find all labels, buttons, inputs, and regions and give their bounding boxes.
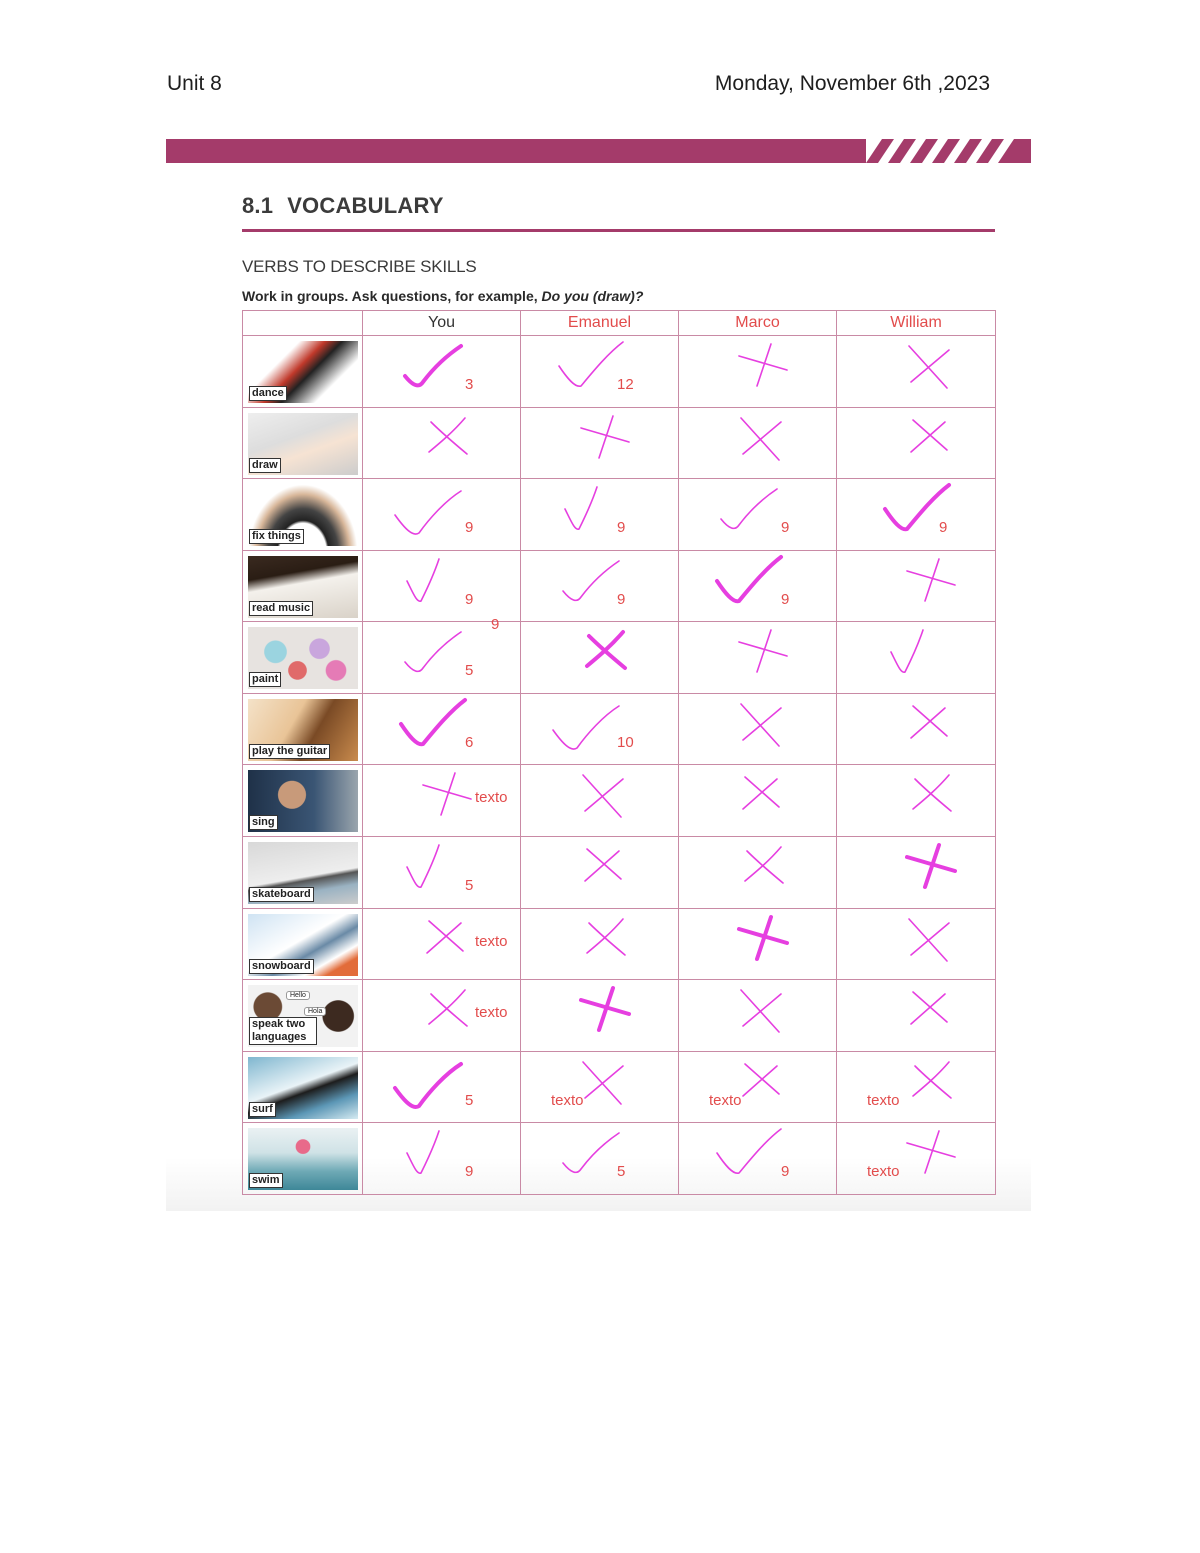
speech-bubble: Hola <box>304 1007 326 1016</box>
answer-note: texto <box>475 1004 508 1022</box>
skill-label: draw <box>249 458 281 473</box>
section-number: 8.1 <box>242 193 274 218</box>
answer-cell <box>837 622 996 694</box>
cross-mark-icon <box>679 336 835 406</box>
answer-cell <box>521 1051 679 1123</box>
section-title <box>242 193 444 219</box>
title-rule <box>242 229 995 232</box>
skill-label: surf <box>249 1102 276 1117</box>
answer-cell <box>679 479 837 551</box>
cross-mark-icon <box>837 408 993 478</box>
table-row <box>243 765 996 837</box>
instruction <box>242 288 643 304</box>
cross-mark-icon <box>679 765 835 835</box>
answer-cell <box>679 908 837 980</box>
answer-cell <box>837 693 996 765</box>
answer-cell <box>363 765 521 837</box>
col-marco: Marco <box>679 311 837 336</box>
check-mark-icon <box>679 479 835 549</box>
answer-cell <box>363 693 521 765</box>
table-row <box>243 336 996 408</box>
answer-cell <box>679 622 837 694</box>
answer-cell <box>679 837 837 909</box>
skills-table <box>242 310 996 1195</box>
skill-photo <box>248 1057 358 1119</box>
col-you: You <box>363 311 521 336</box>
skill-label: swim <box>249 1173 283 1188</box>
answer-note: texto <box>551 1091 584 1109</box>
answer-cell <box>679 980 837 1052</box>
table-row <box>243 550 996 622</box>
skill-cell <box>243 837 363 909</box>
check-mark-icon <box>521 694 677 764</box>
cross-mark-icon <box>837 980 993 1050</box>
answer-cell <box>521 908 679 980</box>
answer-cell <box>521 336 679 408</box>
answer-cell <box>679 407 837 479</box>
answer-cell <box>837 837 996 909</box>
cross-mark-icon <box>521 408 677 478</box>
answer-note: texto <box>867 1091 900 1109</box>
cross-mark-icon <box>679 837 835 907</box>
answer-note: 5 <box>465 1091 474 1109</box>
answer-cell <box>521 980 679 1052</box>
table-row <box>243 407 996 479</box>
table-row <box>243 837 996 909</box>
answer-cell <box>837 908 996 980</box>
answer-note: 9 <box>465 519 474 537</box>
answer-cell <box>363 1051 521 1123</box>
cross-mark-icon <box>521 622 677 692</box>
answer-cell <box>521 837 679 909</box>
check-mark-icon <box>679 1123 835 1193</box>
check-mark-icon <box>363 551 519 621</box>
check-mark-icon <box>363 694 519 764</box>
table-row <box>243 1123 996 1195</box>
answer-note: texto <box>475 789 508 807</box>
answer-cell <box>363 479 521 551</box>
section-band <box>166 139 1031 163</box>
answer-cell <box>679 765 837 837</box>
speech-bubble: Hello <box>286 991 310 1000</box>
check-mark-icon <box>363 1052 519 1122</box>
answer-note: 9 <box>781 519 790 537</box>
check-mark-icon <box>363 479 519 549</box>
answer-cell <box>521 479 679 551</box>
answer-cell <box>837 1123 996 1195</box>
skill-label: read music <box>249 601 313 616</box>
answer-note: 9 <box>617 590 626 608</box>
skill-photo <box>248 842 358 904</box>
instruction-text: Work in groups. Ask questions, for example, <box>242 288 538 304</box>
cross-mark-icon <box>679 1052 835 1122</box>
col-emanuel: Emanuel <box>521 311 679 336</box>
answer-cell <box>521 765 679 837</box>
answer-cell <box>363 837 521 909</box>
cross-mark-icon <box>679 622 835 692</box>
answer-note: 5 <box>465 877 474 895</box>
answer-cell <box>679 550 837 622</box>
skill-photo <box>248 556 358 618</box>
answer-note: 9 <box>465 1163 474 1181</box>
skill-cell <box>243 980 363 1052</box>
table-row <box>243 622 996 694</box>
answer-cell <box>837 336 996 408</box>
answer-cell <box>363 980 521 1052</box>
answer-note: 6 <box>465 733 474 751</box>
answer-cell <box>521 407 679 479</box>
skill-label: snowboard <box>249 959 314 974</box>
skill-photo <box>248 627 358 689</box>
check-mark-icon <box>837 479 993 549</box>
answer-cell <box>679 1051 837 1123</box>
answer-cell <box>679 693 837 765</box>
answer-note: texto <box>867 1163 900 1181</box>
answer-note: 5 <box>617 1163 626 1181</box>
check-mark-icon <box>363 336 519 406</box>
answer-note: 3 <box>465 376 474 393</box>
unit-label: Unit 8 <box>167 72 222 95</box>
check-mark-icon <box>521 1123 677 1193</box>
answer-note: 9 <box>781 590 790 608</box>
skill-photo <box>248 341 358 403</box>
check-mark-icon <box>521 551 677 621</box>
cross-mark-icon <box>679 408 835 478</box>
check-mark-icon <box>363 1123 519 1193</box>
answer-cell <box>837 407 996 479</box>
cross-mark-icon <box>679 909 835 979</box>
answer-cell <box>837 550 996 622</box>
skill-label: play the guitar <box>249 744 330 759</box>
cross-mark-icon <box>837 909 993 979</box>
skill-cell <box>243 622 363 694</box>
answer-cell <box>363 1123 521 1195</box>
check-mark-icon <box>521 336 677 406</box>
table-row <box>243 908 996 980</box>
answer-note: 5 <box>465 662 474 680</box>
cross-mark-icon <box>521 765 677 835</box>
skill-label: skateboard <box>249 887 314 902</box>
cross-mark-icon <box>837 1123 993 1193</box>
corner-cell <box>243 311 363 336</box>
table-row <box>243 479 996 551</box>
answer-cell <box>363 908 521 980</box>
answer-note: 9 <box>617 519 626 537</box>
cross-mark-icon <box>521 980 677 1050</box>
answer-cell <box>521 693 679 765</box>
skill-photo <box>248 914 358 976</box>
cross-mark-icon <box>837 837 993 907</box>
answer-cell <box>521 622 679 694</box>
subheading: VERBS TO DESCRIBE SKILLS <box>242 257 477 276</box>
answer-note: texto <box>709 1091 742 1109</box>
skill-cell <box>243 693 363 765</box>
skill-photo <box>248 770 358 832</box>
skill-cell <box>243 765 363 837</box>
answer-cell <box>837 1051 996 1123</box>
answer-cell <box>521 1123 679 1195</box>
cross-mark-icon <box>521 837 677 907</box>
answer-cell <box>363 550 521 622</box>
skill-cell <box>243 1123 363 1195</box>
cross-mark-icon <box>521 1052 677 1122</box>
cross-mark-icon <box>837 694 993 764</box>
skill-cell <box>243 407 363 479</box>
table-row <box>243 1051 996 1123</box>
answer-note: 10 <box>617 733 634 751</box>
skill-photo <box>248 985 358 1047</box>
skill-label: paint <box>249 672 281 687</box>
skill-label: dance <box>249 386 287 401</box>
answer-cell <box>521 550 679 622</box>
check-mark-icon <box>363 837 519 907</box>
table-row <box>243 693 996 765</box>
cross-mark-icon <box>837 1052 993 1122</box>
check-mark-icon <box>837 622 993 692</box>
answer-cell <box>363 336 521 408</box>
answer-cell <box>363 407 521 479</box>
answer-cell <box>837 479 996 551</box>
cross-mark-icon <box>679 980 835 1050</box>
answer-note: 9 <box>491 616 500 634</box>
skill-photo <box>248 413 358 475</box>
cross-mark-icon <box>363 408 519 478</box>
skill-label: sing <box>249 815 278 830</box>
answer-cell <box>679 336 837 408</box>
skill-cell <box>243 1051 363 1123</box>
instruction-example: Do you (draw)? <box>541 288 644 304</box>
cross-mark-icon <box>837 336 993 406</box>
answer-cell <box>363 616 521 694</box>
answer-cell <box>837 765 996 837</box>
answer-note: 9 <box>465 590 474 608</box>
table-header-row <box>243 311 996 336</box>
table-row <box>243 980 996 1052</box>
col-william: William <box>837 311 996 336</box>
answer-note: 9 <box>939 519 948 537</box>
worksheet-image <box>166 139 1031 1211</box>
answer-note: 9 <box>781 1163 790 1181</box>
skill-label: fix things <box>249 529 304 544</box>
cross-mark-icon <box>679 694 835 764</box>
section-name: VOCABULARY <box>287 193 444 218</box>
answer-note: 12 <box>617 376 634 393</box>
skill-photo <box>248 1128 358 1190</box>
check-mark-icon <box>521 479 677 549</box>
skill-cell <box>243 550 363 622</box>
skill-cell <box>243 908 363 980</box>
skill-photo <box>248 484 358 546</box>
skill-cell <box>243 336 363 408</box>
skill-cell <box>243 479 363 551</box>
cross-mark-icon <box>521 909 677 979</box>
answer-cell <box>679 1123 837 1195</box>
skill-photo <box>248 699 358 761</box>
check-mark-icon <box>679 551 835 621</box>
skill-label: speak two languages <box>249 1017 317 1045</box>
cross-mark-icon <box>837 765 993 835</box>
answer-note: texto <box>475 932 508 950</box>
answer-cell <box>837 980 996 1052</box>
date-label: Monday, November 6th ,2023 <box>714 72 990 95</box>
cross-mark-icon <box>837 551 993 621</box>
